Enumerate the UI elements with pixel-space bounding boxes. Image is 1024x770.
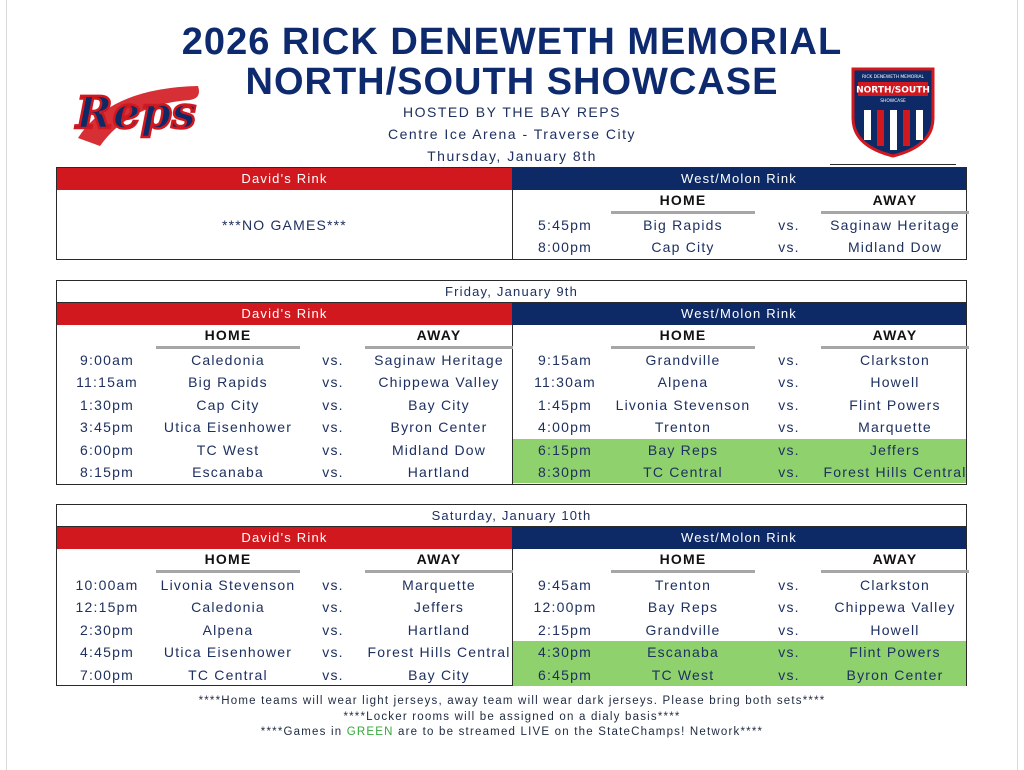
davids-home-team: Big Rapids	[188, 374, 268, 391]
west-home-team: TC Central	[643, 464, 723, 480]
west-home-underline	[611, 570, 755, 573]
rink-header-row	[57, 168, 966, 190]
west-away-team: Chippewa Valley	[834, 599, 956, 616]
davids-game-time: 4:45pm	[80, 644, 134, 661]
davids-home-underline	[156, 570, 300, 573]
west-away-team: Flint Powers	[849, 396, 941, 413]
west-vs: vs.	[778, 644, 800, 661]
davids-away-team: Marquette	[402, 577, 476, 593]
friday-schedule-table	[56, 280, 967, 485]
west-away-header: AWAY	[872, 551, 918, 567]
west-vs: vs.	[778, 239, 800, 256]
west-away-underline	[821, 570, 969, 573]
west-home-team: Cap City	[651, 239, 715, 256]
davids-game-time: 1:30pm	[80, 396, 134, 413]
davids-game-time: 11:15am	[76, 374, 138, 391]
davids-game-time: 3:45pm	[80, 419, 134, 436]
badge-sub-text: SHOWCASE	[880, 99, 906, 104]
davids-rink-header: David's Rink	[57, 303, 512, 325]
west-home-header: HOME	[659, 327, 707, 343]
davids-game-time: 9:00am	[80, 352, 134, 368]
davids-away-team: Midland Dow	[391, 441, 487, 458]
badge-main-text: NORTH/SOUTH	[856, 85, 930, 96]
friday-date: Friday, January 9th	[57, 281, 966, 303]
west-game-time: 9:15am	[538, 352, 592, 368]
west-home-header: HOME	[659, 192, 707, 208]
davids-away-header: AWAY	[416, 551, 462, 567]
west-home-team: Trenton	[654, 419, 712, 436]
davids-away-team: Hartland	[407, 621, 471, 638]
west-home-team: Alpena	[657, 374, 709, 391]
davids-game-time: 12:15pm	[75, 599, 139, 616]
venue: Centre Ice Arena - Traverse City	[388, 126, 636, 142]
davids-game-time: 2:30pm	[80, 621, 134, 638]
west-away-team: Howell	[870, 374, 920, 391]
davids-away-underline	[365, 346, 513, 349]
no-games-note: ***NO GAMES***	[222, 217, 347, 233]
davids-home-team: Caledonia	[191, 352, 265, 368]
davids-away-team: Byron Center	[390, 419, 488, 436]
west-home-team: Grandville	[645, 621, 721, 638]
logo-wordmark: Reps	[76, 88, 197, 139]
davids-home-underline	[156, 346, 300, 349]
west-away-team: Midland Dow	[847, 239, 943, 256]
west-vs: vs.	[778, 621, 800, 638]
west-vs: vs.	[778, 374, 800, 391]
west-away-team: Byron Center	[846, 666, 944, 683]
davids-away-team: Forest Hills Central	[367, 644, 511, 661]
west-away-team: Clarkston	[860, 577, 930, 593]
footer-locker-note: ****Locker rooms will be assigned on a dialy basis****	[343, 711, 681, 723]
davids-away-team: Jeffers	[413, 599, 465, 616]
west-home-underline	[611, 211, 755, 214]
davids-away-header: AWAY	[416, 327, 462, 343]
west-vs: vs.	[778, 577, 800, 593]
thursday-date: Thursday, January 8th	[427, 148, 597, 164]
west-vs: vs.	[778, 666, 800, 683]
davids-vs: vs.	[322, 396, 344, 413]
thursday-schedule-table	[56, 167, 967, 260]
davids-vs: vs.	[322, 441, 344, 458]
west-vs: vs.	[778, 441, 800, 458]
badge-top-text: RICK DENEWETH MEMORIAL	[862, 75, 924, 80]
davids-vs: vs.	[322, 352, 344, 368]
davids-home-team: Utica Eisenhower	[163, 419, 293, 436]
green-word: GREEN	[346, 726, 394, 738]
saturday-date: Saturday, January 10th	[57, 505, 966, 527]
rink-header-row	[57, 303, 966, 325]
davids-game-time: 6:00pm	[80, 441, 134, 458]
davids-vs: vs.	[322, 464, 344, 480]
west-away-team: Saginaw Heritage	[830, 217, 960, 233]
west-away-header: AWAY	[872, 192, 918, 208]
page-title-line1: 2026 RICK DENEWETH MEMORIAL	[181, 21, 843, 63]
davids-vs: vs.	[322, 374, 344, 391]
west-home-team: Big Rapids	[643, 217, 723, 233]
davids-game-time: 8:15pm	[80, 464, 134, 480]
davids-away-team: Bay City	[408, 666, 470, 683]
davids-game-time: 10:00am	[75, 577, 139, 593]
west-game-time: 6:15pm	[538, 441, 592, 458]
west-away-team: Howell	[870, 621, 920, 638]
davids-home-team: TC Central	[188, 666, 268, 683]
west-away-team: Marquette	[858, 419, 932, 436]
west-game-time: 6:45pm	[538, 666, 592, 683]
west-game-time: 5:45pm	[538, 217, 592, 233]
davids-home-team: Caledonia	[191, 599, 265, 616]
west-molon-rink-header: West/Molon Rink	[512, 303, 966, 325]
west-vs: vs.	[778, 396, 800, 413]
davids-vs: vs.	[322, 577, 344, 593]
davids-away-team: Chippewa Valley	[378, 374, 500, 391]
davids-away-team: Saginaw Heritage	[374, 352, 504, 368]
davids-vs: vs.	[322, 644, 344, 661]
davids-away-team: Bay City	[408, 396, 470, 413]
west-game-time: 11:30am	[534, 374, 596, 391]
davids-home-team: TC West	[196, 441, 260, 458]
footer-jersey-note: ****Home teams will wear light jerseys, away team will wear dark jerseys. Please bring both sets****	[198, 695, 826, 707]
west-vs: vs.	[778, 419, 800, 436]
west-game-time: 9:45am	[538, 577, 592, 593]
west-home-team: Grandville	[645, 352, 721, 368]
west-vs: vs.	[778, 464, 800, 480]
west-game-time: 12:00pm	[533, 599, 597, 616]
davids-away-team: Hartland	[407, 464, 471, 480]
rink-header-row	[57, 527, 966, 549]
west-away-team: Flint Powers	[849, 644, 941, 661]
davids-home-header: HOME	[204, 551, 252, 567]
west-game-time: 8:30pm	[538, 464, 592, 480]
west-molon-rink-header: West/Molon Rink	[512, 527, 966, 549]
west-home-team: Escanaba	[647, 644, 719, 661]
davids-home-team: Utica Eisenhower	[163, 644, 293, 661]
west-home-underline	[611, 346, 755, 349]
badge-underline	[830, 164, 956, 165]
west-game-time: 4:30pm	[538, 644, 592, 661]
west-molon-rink-header: West/Molon Rink	[512, 168, 966, 190]
west-away-team: Clarkston	[860, 352, 930, 368]
west-vs: vs.	[778, 217, 800, 233]
west-game-time: 4:00pm	[538, 419, 592, 436]
hosted-by: HOSTED BY THE BAY REPS	[403, 104, 621, 120]
davids-vs: vs.	[322, 621, 344, 638]
footer-stream-note: ****Games in GREEN are to be streamed LIVE on the StateChamps! Network****	[260, 726, 764, 738]
saturday-schedule-table	[56, 504, 967, 686]
davids-home-team: Livonia Stevenson	[160, 577, 296, 593]
west-game-time: 1:45pm	[538, 396, 592, 413]
west-away-team: Jeffers	[869, 441, 921, 458]
west-vs: vs.	[778, 599, 800, 616]
west-home-team: Livonia Stevenson	[615, 396, 751, 413]
west-vs: vs.	[778, 352, 800, 368]
davids-rink-header: David's Rink	[57, 527, 512, 549]
west-game-time: 8:00pm	[538, 239, 592, 256]
west-away-team: Forest Hills Central	[823, 464, 967, 480]
davids-home-header: HOME	[204, 327, 252, 343]
page-title-line2: NORTH/SOUTH SHOWCASE	[245, 61, 779, 103]
west-home-team: Bay Reps	[647, 599, 719, 616]
davids-home-team: Escanaba	[192, 464, 264, 480]
davids-away-underline	[365, 570, 513, 573]
west-home-team: Bay Reps	[647, 441, 719, 458]
davids-rink-header: David's Rink	[57, 168, 512, 190]
davids-home-team: Cap City	[196, 396, 260, 413]
west-home-team: Trenton	[654, 577, 712, 593]
west-home-header: HOME	[659, 551, 707, 567]
davids-vs: vs.	[322, 599, 344, 616]
davids-vs: vs.	[322, 419, 344, 436]
west-away-underline	[821, 211, 969, 214]
davids-vs: vs.	[322, 666, 344, 683]
davids-game-time: 7:00pm	[80, 666, 134, 683]
west-home-team: TC West	[651, 666, 715, 683]
west-away-underline	[821, 346, 969, 349]
west-game-time: 2:15pm	[538, 621, 592, 638]
west-away-header: AWAY	[872, 327, 918, 343]
davids-home-team: Alpena	[202, 621, 254, 638]
